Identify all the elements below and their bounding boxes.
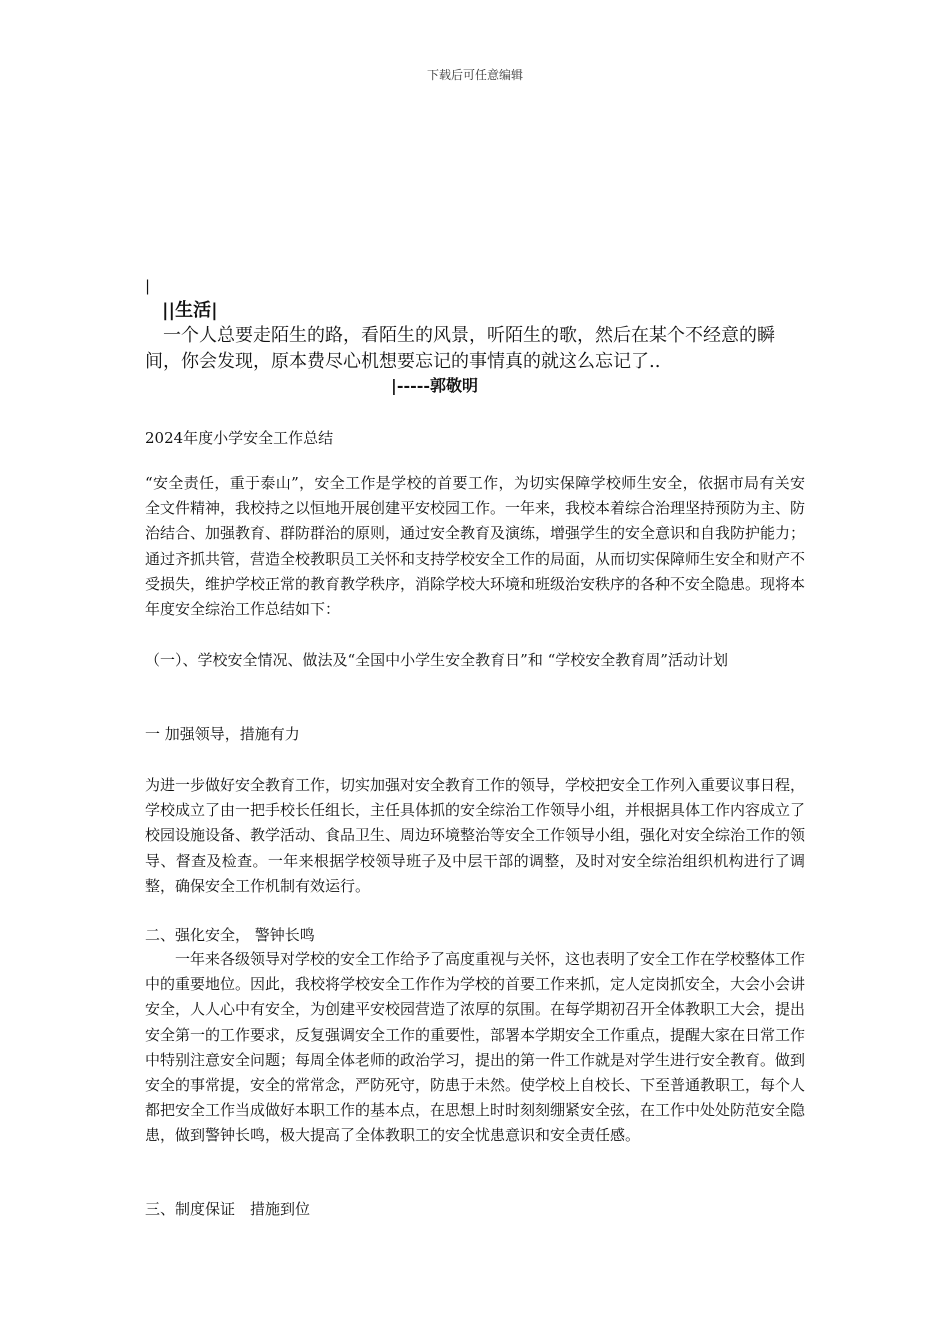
quote-author: |-----郭敬明 — [391, 376, 479, 395]
header-note: 下载后可任意编辑 — [426, 68, 523, 82]
paragraph-two: 一年来各级领导对学校的安全工作给予了高度重视与关怀，这也表明了安全工作在学校整体工作中的重要地位。因此，我校将学校安全工作作为学校的首要工作来抓，定人定岗抓安全，大会小会讲安全，人人心中有安全，为创建平安校园营造了浓厚的氛围。在每学期初召开全体教职工大会，提出安全第一的工作要求，反复强调安全工作的重要性，部署本学期安全工作重点，提醒大家在日常工作中特别注意安全问题；每周全体老师的政治学习，提出的第一件工作就是对学生进行安全教育。做到安全的事常提，安全的常常念，严防死守，防患于未然。使学校上自校长、下至普通教职工，每个人都把安全工作当成做好本职工作的基本点，在思想上时时刻刻绷紧安全弦，在工作中处处防范安全隐患，做到警钟长鸣，极大提高了全体教职工的安全忧患意识和安全责任感。 — [145, 950, 806, 1145]
heading-two: 二、强化安全， 警钟长鸣 — [145, 926, 315, 944]
quote-text: 一个人总要走陌生的路，看陌生的风景，听陌生的歌，然后在某个不经意的瞬间，你会发现，原本费尽心机想要忘记的事情真的就这么忘记了.. — [145, 325, 775, 372]
heading-one: 一 加强领导，措施有力 — [145, 725, 300, 743]
intro-paragraph: “安全责任，重于泰山”，安全工作是学校的首要工作，为切实保障学校师生安全，依据市局有关安全文件精神，我校持之以恒地开展创建平安校园工作。一年来，我校本着综合治理坚持预防为主、防治结合、加强教育、群防群治的原则，通过安全教育及演练，增强学生的安全意识和自我防护能力；通过齐抓共管，营造全校教职员工关怀和支持学校安全工作的局面，从而切实保障师生安全和财产不受损失，维护学校正常的教育教学秩序，消除学校大环境和班级治安秩序的各种不安全隐患。现将本年度安全综治工作总结如下： — [145, 474, 806, 619]
document-title: 2024年度小学安全工作总结 — [145, 429, 334, 447]
paragraph-one: 为进一步做好安全教育工作，切实加强对安全教育工作的领导，学校把安全工作列入重要议事日程，学校成立了由一把手校长任组长，主任具体抓的安全综治工作领导小组，并根据具体工作内容成立了校园设施设备、教学活动、食品卫生、周边环境整治等安全工作领导小组，强化对安全综治工作的领导、督查及检查。一年来根据学校领导班子及中层干部的调整，及时对安全综治组织机构进行了调整，确保安全工作机制有效运行。 — [145, 776, 806, 895]
bar-mark: | — [145, 277, 151, 295]
section1-heading: （一）、学校安全情况、做法及“全国中小学生安全教育日”和 “学校安全教育周”活动计划 — [145, 651, 728, 669]
heading-three: 三、制度保证 措施到位 — [145, 1200, 311, 1218]
life-title: ||生活| — [162, 300, 218, 321]
